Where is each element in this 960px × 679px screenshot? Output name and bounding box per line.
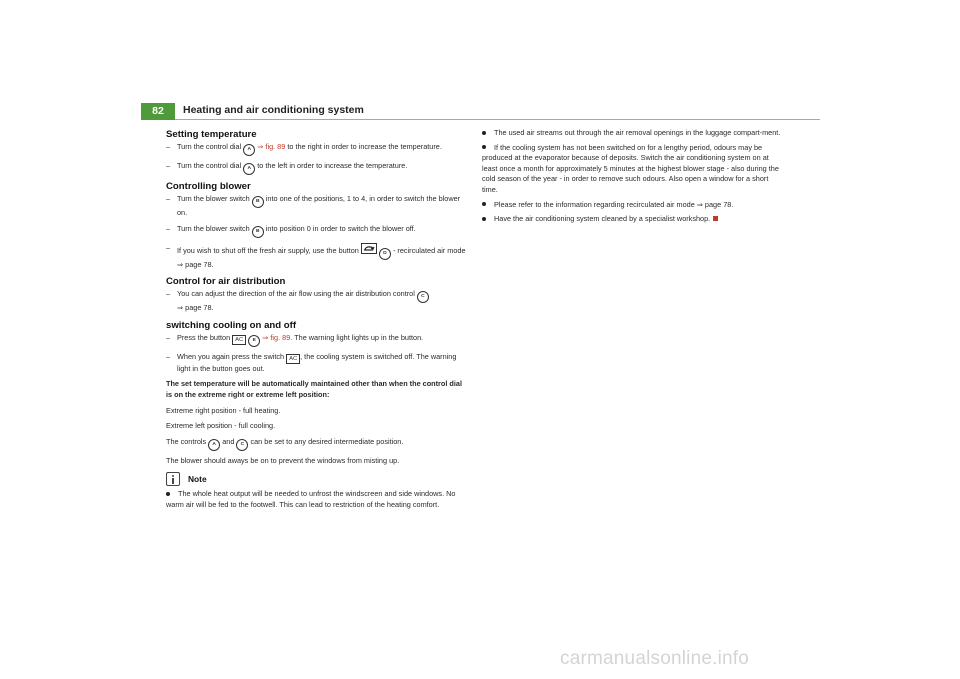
header-rule (175, 119, 820, 120)
right-bullet-3 (482, 200, 782, 211)
bullet-text: The used air streams out through the air removal openings in the luggage compart-ment. (494, 128, 781, 137)
page-title: Heating and air conditioning system (183, 104, 364, 116)
dash-marker: – (166, 142, 171, 151)
step-blower-off (166, 224, 469, 238)
step-text: When you again press the switch (177, 351, 285, 361)
step-text: Turn the control dial (177, 161, 242, 170)
auto-temperature-text: The set temperature will be automatically maintained other than when the control dial is on the extreme right or extreme left position: (166, 379, 462, 399)
control-b-badge: B (252, 196, 264, 208)
extreme-left-text: Extreme left position - full cooling. (166, 421, 276, 431)
note-bullet-text: The whole heat output will be needed to unfrost the windscreen and side windows. No warm air will be fed to the footwell. This can lead to restriction of the heating comfort. (166, 489, 456, 509)
step-text: into position 0 in order to switch the blower off. (265, 223, 416, 233)
ac-key: AC (286, 354, 300, 364)
right-bullet-2 (482, 143, 782, 196)
step-text: , the cooling system is switched off. The warning light in the button goes out. (177, 351, 457, 373)
step-cooling-on (166, 333, 469, 347)
step-text: Turn the blower switch (177, 223, 250, 233)
control-b-badge: B (252, 226, 264, 238)
bullet-dot (482, 202, 486, 206)
bullet-dot (482, 145, 486, 149)
dash-marker: – (166, 223, 171, 233)
extreme-right-text: Extreme right position - full heating. (166, 405, 281, 415)
right-column (482, 128, 782, 229)
controls-text (166, 437, 469, 451)
heading-setting-temperature: Setting temperature (166, 129, 257, 140)
step-text: - recirculated air mode ⇒ page 78. (177, 245, 466, 269)
blower-note-text: The blower should aways be on to prevent the windows from misting up. (166, 455, 400, 465)
dash-marker: – (166, 161, 171, 170)
control-c-badge: C (236, 439, 248, 451)
watermark: carmanualsonline.info (560, 648, 750, 669)
step-text: Turn the control dial (177, 142, 242, 151)
note-header (166, 472, 469, 486)
end-of-section-icon (713, 216, 718, 221)
section-cooling (166, 319, 469, 375)
step-text: Turn the blower switch (177, 194, 250, 203)
step-air-direction (166, 289, 469, 314)
step-recirculation (166, 243, 469, 271)
dash-marker: – (166, 332, 171, 342)
control-a-badge: A (243, 144, 255, 156)
control-d-badge: D (379, 248, 391, 260)
section-controlling-blower (166, 180, 469, 270)
step-temp-decrease (166, 161, 469, 175)
step-text: If you wish to shut off the fresh air supply, use the button (177, 245, 359, 255)
page-78-ref: ⇒ page 78. (177, 303, 214, 313)
bullet-dot (482, 131, 486, 135)
dash-marker: – (166, 289, 171, 299)
ac-key: AC (232, 335, 246, 345)
step-text: You can adjust the direction of the air flow using the air distribution control (177, 289, 415, 299)
controls-mid: and (222, 436, 235, 446)
fig-89-link[interactable]: ⇒ fig. 89. (262, 332, 293, 342)
fig-89-link[interactable]: ⇒ fig. 89 (257, 142, 286, 151)
control-a-badge: A (208, 439, 220, 451)
bullet-text: Have the air conditioning system cleaned by a specialist workshop. (494, 214, 711, 224)
section-setting-temperature (166, 128, 469, 175)
note-title: Note (188, 474, 207, 485)
left-column (166, 128, 469, 515)
control-a-badge: A (243, 163, 255, 175)
controls-pre: The controls (166, 436, 207, 446)
step-cooling-off (166, 352, 469, 375)
step-text: Press the button (177, 332, 231, 342)
control-c-badge: C (417, 291, 429, 303)
step-text: to the left in order to increase the temperature. (257, 161, 408, 170)
recirculation-icon (361, 243, 377, 254)
step-temp-increase (166, 142, 469, 156)
section-air-distribution (166, 275, 469, 314)
bullet-text: If the cooling system has not been switched on for a lengthy period, odours may be produced at the evaporator because of deposits. Switch the air conditioning system on at least once a month for approximately 5 minutes at the highest blower stage - also during the cold season of the year - in order to remove such odours. Also open a window for a short time. (482, 142, 779, 194)
note-bullet (166, 489, 469, 510)
control-e-badge: E (248, 335, 260, 347)
bullet-dot (482, 217, 486, 221)
heading-air-distribution: Control for air distribution (166, 276, 286, 288)
step-text: to the right in order to increase the temperature. (287, 142, 442, 151)
step-blower-on (166, 194, 469, 219)
heading-cooling: switching cooling on and off (166, 319, 297, 331)
dash-marker: – (166, 242, 171, 252)
info-icon (166, 472, 180, 486)
step-text: into one of the positions, 1 to 4, in order to switch the blower on. (177, 194, 461, 217)
right-bullet-4 (482, 214, 782, 225)
right-bullet-1 (482, 128, 782, 139)
dash-marker: – (166, 351, 171, 361)
controls-post: can be set to any desired intermediate position. (250, 436, 404, 446)
page-number: 82 (141, 103, 175, 120)
bullet-dot (166, 492, 170, 496)
step-text: The warning light lights up in the button. (294, 332, 424, 342)
bullet-text: Please refer to the information regarding recirculated air mode ⇒ page 78. (494, 199, 734, 209)
dash-marker: – (166, 194, 171, 203)
heading-controlling-blower: Controlling blower (166, 181, 251, 192)
